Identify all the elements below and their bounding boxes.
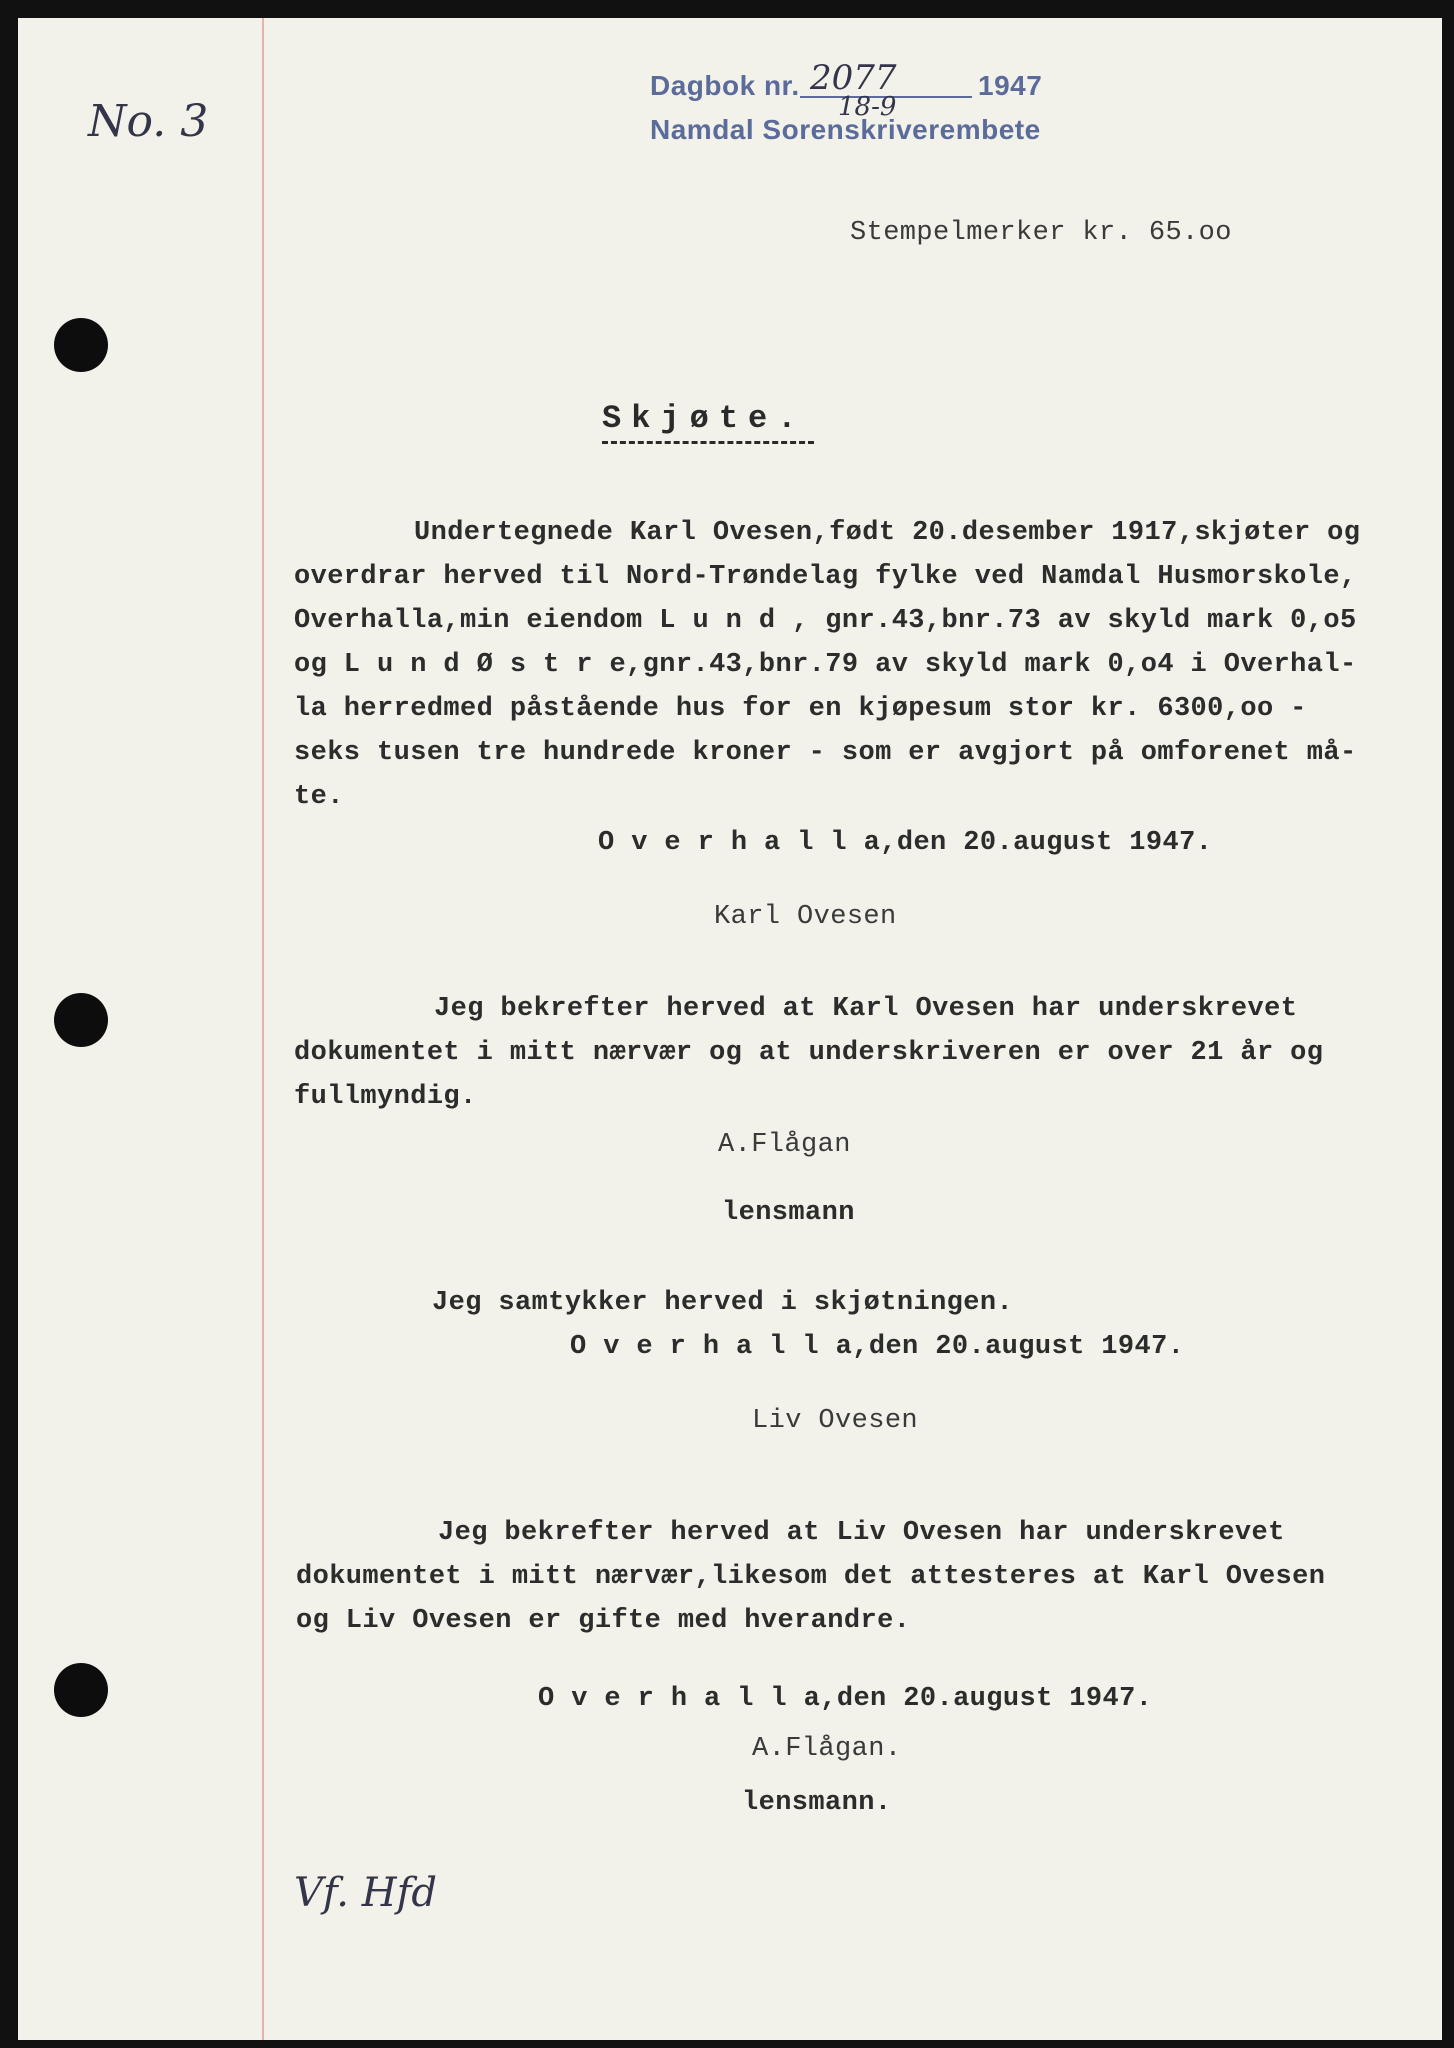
confirm-line: fullmyndig. <box>294 1082 477 1112</box>
confirm-line: Jeg bekrefter herved at Liv Ovesen har underskrevet <box>438 1518 1285 1548</box>
punch-hole <box>54 993 108 1047</box>
body-line: Overhalla,min eiendom L u n d , gnr.43,bnr.73 av skyld mark 0,o5 <box>294 606 1357 636</box>
stamp-date-hand: 18-9 <box>838 92 897 122</box>
confirm-line: dokumentet i mitt nærvær og at underskriveren er over 21 år og <box>294 1038 1324 1068</box>
margin-note: No. 3 <box>88 96 209 147</box>
place-date: O v e r h a l l a,den 20.august 1947. <box>538 1684 1153 1714</box>
confirm-line: dokumentet i mitt nærvær,likesom det attesteres at Karl Ovesen <box>296 1562 1326 1592</box>
stamp-fee: Stempelmerker kr. 65.oo <box>850 218 1232 248</box>
place-date: O v e r h a l l a,den 20.august 1947. <box>570 1332 1185 1362</box>
confirm-line: Jeg bekrefter herved at Karl Ovesen har underskrevet <box>434 994 1298 1024</box>
body-line: te. <box>294 782 344 812</box>
body-line: seks tusen tre hundrede kroner - som er avgjort på omforenet må- <box>294 738 1357 768</box>
signature-karl: Karl Ovesen <box>714 902 897 932</box>
place-date: O v e r h a l l a,den 20.august 1947. <box>598 828 1213 858</box>
body-line: Undertegnede Karl Ovesen,født 20.desember 1917,skjøter og <box>414 518 1361 548</box>
signature-liv: Liv Ovesen <box>752 1406 919 1436</box>
official-name: A.Flågan <box>718 1130 851 1160</box>
official-name: A.Flågan. <box>752 1734 902 1764</box>
stamp-number: 2077 <box>810 58 897 98</box>
stamp-office: Namdal Sorenskriverembete <box>650 114 1041 145</box>
official-title: lensmann <box>722 1198 855 1228</box>
footer-handwriting: Vf. Hfd <box>294 1870 437 1916</box>
margin-rule <box>262 18 264 2040</box>
official-title: lensmann. <box>742 1788 892 1818</box>
punch-hole <box>54 318 108 372</box>
body-line: og L u n d Ø s t r e,gnr.43,bnr.79 av skyld mark 0,o4 i Overhal- <box>294 650 1357 680</box>
body-line: la herredmed påstående hus for en kjøpesum stor kr. 6300,oo - <box>294 694 1307 724</box>
punch-hole <box>54 1663 108 1717</box>
document-title: Skjøte. <box>602 400 807 437</box>
body-line: overdrar herved til Nord-Trøndelag fylke ved Namdal Husmorskole, <box>294 562 1357 592</box>
consent-line: Jeg samtykker herved i skjøtningen. <box>432 1288 1014 1318</box>
title-underline <box>602 441 814 444</box>
stamp-prefix: Dagbok nr. <box>650 70 800 101</box>
document-page <box>18 18 1442 2040</box>
stamp-year: 1947 <box>978 70 1043 101</box>
confirm-line: og Liv Ovesen er gifte med hverandre. <box>296 1606 911 1636</box>
